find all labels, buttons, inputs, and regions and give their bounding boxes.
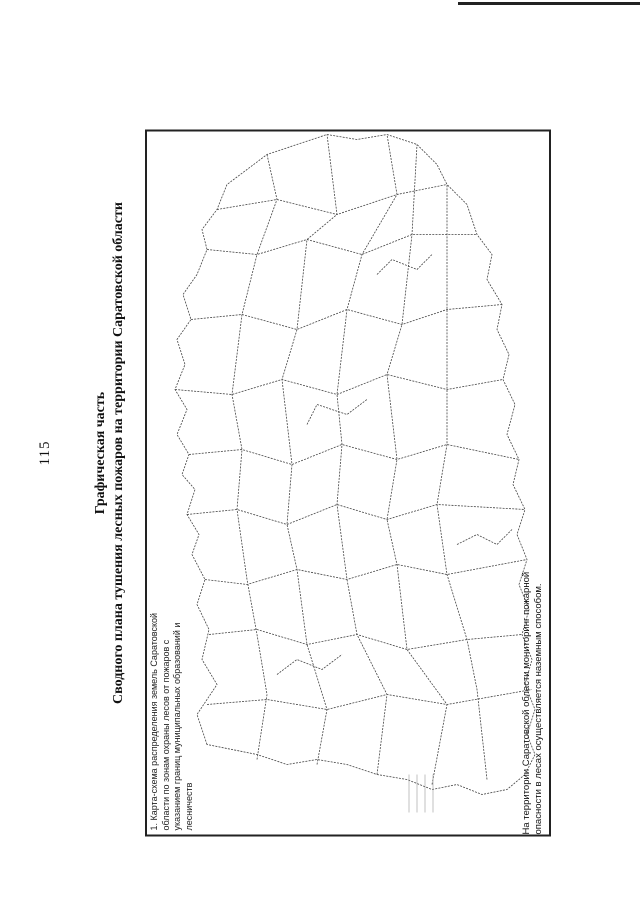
monitoring-note-line2: опасности в лесах осуществляется наземным способом. [533,582,544,834]
monitoring-note-line1: На территории Саратовской области мониторинг пожарной [521,571,532,834]
region-map [147,129,551,834]
map-frame [145,129,551,836]
region-outline [175,134,535,794]
map-caption: 1. Карта-схема распределения земель Саратовской области по зонам охраны лесов от пожаров с указанием границ муниципальных образований и лесничеств [149,612,194,830]
section-subtitle: Сводного плана тушения лесных пожаров на территории Саратовской области [111,201,126,704]
section-title: Графическая часть [93,391,108,514]
page-number: 115 [37,440,53,465]
monitoring-note [521,314,545,834]
